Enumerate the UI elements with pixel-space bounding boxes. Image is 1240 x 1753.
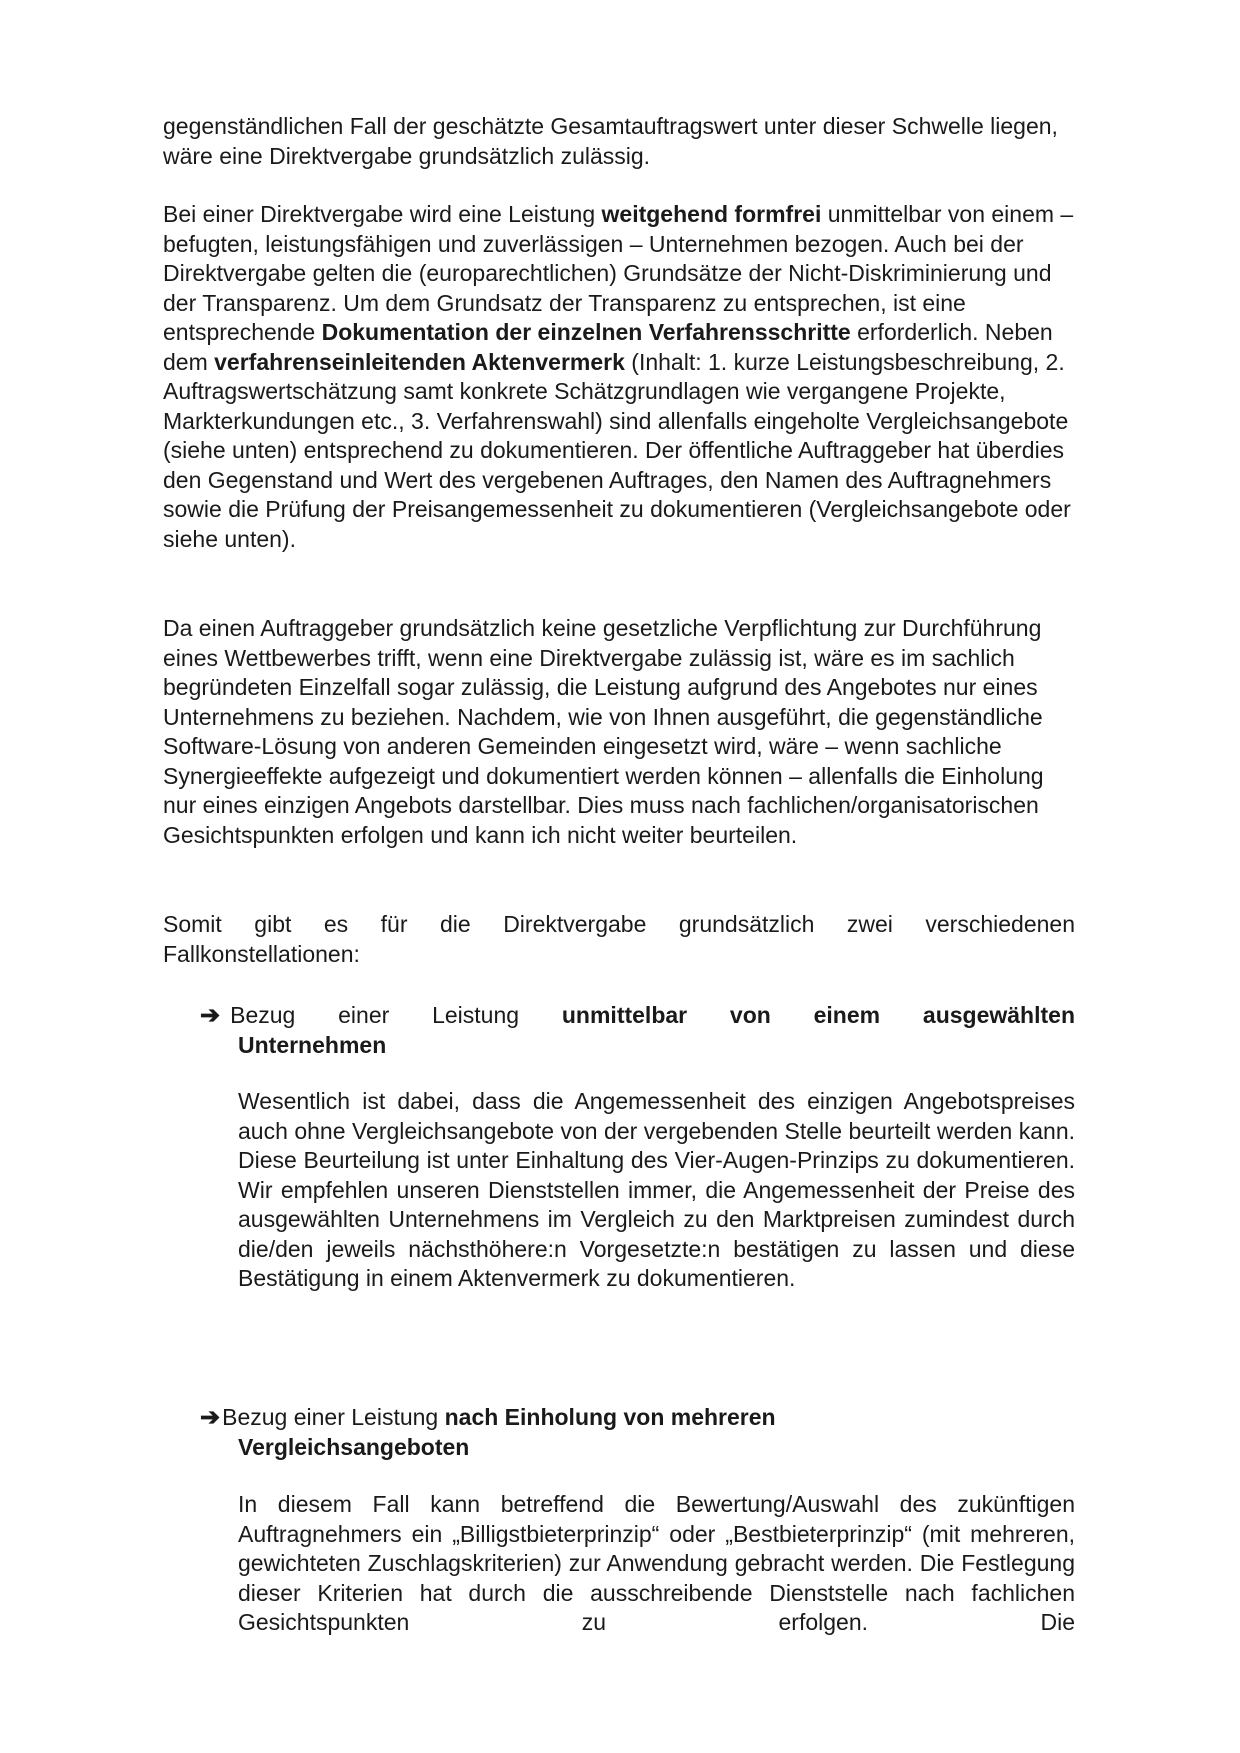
bold-text: verfahrenseinleitenden Aktenvermerk [214,348,625,375]
text: Bezug einer Leistung [222,1404,445,1430]
text: erforderlich. Neben dem [163,319,1053,375]
text-line: Bestätigung in einem Aktenvermerk zu dokumentieren. [238,1265,796,1291]
bullet-body-2: In diesem Fall kann betreffend die Bewertung/Auswahl des zukünftigen Auftragnehmers ein „Billigstbieterprinzip“ oder „Bestbieterprinzip“ (mit mehreren, gewichteten Zuschlagskriterien) zur Anwendung gebracht werden. Die Festlegung dieser Kriterien hat durch die ausschreibende Dienststelle nach fachlichen Gesichtspunkten zu erfolgen. Die [238,1491,1075,1635]
bold-text: Vergleichsangeboten [238,1433,470,1460]
bold-text: weitgehend formfrei [601,201,822,227]
text: unmittelbar von einem – befugten, leistungsfähigen und zuverlässigen – Unternehmen bezogen. Auch bei der Direktvergabe gelten die (europarechtlichen) Grundsätze der Nicht-Diskriminierung und der Transparenz. Um dem Grundsatz der Transparenz zu entsprechen, ist eine entsprechende [163,201,1074,345]
arrow-right-icon: ➔ [200,1002,221,1029]
text: Bezug einer Leistung [230,1002,562,1028]
text: Bei einer Direktvergabe wird eine Leistung [163,201,602,227]
text-line: Fallkonstellationen: [163,940,360,967]
arrow-right-icon: ➔ [200,1404,221,1431]
paragraph-intro: gegenständlichen Fall der geschätzte Gesamtauftragswert unter dieser Schwelle liegen, wäre eine Direktvergabe grundsätzlich zulässig. [163,113,1058,169]
bullet-heading-1 [200,1001,1075,1060]
text-line: Somit gibt es für die Direktvergabe grundsätzlich zwei verschiedenen [163,911,1075,937]
paragraph-fallkonstellationen [163,910,1075,969]
bullet-heading-2 [200,1403,1075,1462]
paragraph-direktvergabe [163,200,1088,554]
bullet-body-1 [238,1087,1075,1294]
paragraph-wettbewerb: Da einen Auftraggeber grundsätzlich keine gesetzliche Verpflichtung zur Durchführung eines Wettbewerbes trifft, wenn eine Direktvergabe zulässig ist, wäre es im sachlich begründeten Einzelfall sogar zulässig, die Leistung aufgrund des Angebotes nur eines Unternehmens zu beziehen. Nachdem, wie von Ihnen ausgeführt, die gegenständliche Software-Lösung von anderen Gemeinden eingesetzt wird, wäre – wenn sachliche Synergieeffekte aufgezeigt und dokumentiert werden können – allenfalls die Einholung nur eines einzigen Angebots darstellbar. Dies muss nach fachlichen/organisatorischen Gesichtspunkten erfolgen und kann ich nicht weiter beurteilen. [163,615,1044,848]
text: (Inhalt: 1. kurze Leistungsbeschreibung, 2. Auftragswertschätzung samt konkrete Schätzgrundlagen wie vergangene Projekte, Markterkundungen etc., 3. Verfahrenswahl) sind allenfalls eingeholte Vergleichsangebote (siehe unten) entsprechend zu dokumentieren. Der öffentliche Auftraggeber hat überdies den Gegenstand und Wert des vergebenen Auftrages, den Namen des Auftragnehmers sowie die Prüfung der Preisangemessenheit zu dokumentieren (Vergleichsangebote oder siehe unten). [163,348,1071,552]
bold-text: nach Einholung von mehreren [444,1404,776,1430]
bold-text: unmittelbar von einem ausgewählten [561,1002,1075,1028]
text: Wesentlich ist dabei, dass die Angemessenheit des einzigen Angebotspreises auch ohne Vergleichsangebote von der vergebenden Stelle beurteilt werden kann. Diese Beurteilung ist unter Einhaltung des Vier-Augen-Prinzips zu dokumentieren. Wir empfehlen unseren Dienststellen immer, die Angemessenheit der Preise des ausgewählten Unternehmens im Vergleich zu den Marktpreisen zumindest durch die/den jeweils nächsthöhere:n Vorgesetzte:n bestätigen zu lassen und diese [238,1088,1075,1262]
bold-text: Dokumentation der einzelnen Verfahrensschritte [321,319,851,345]
bold-text: Unternehmen [238,1031,387,1058]
